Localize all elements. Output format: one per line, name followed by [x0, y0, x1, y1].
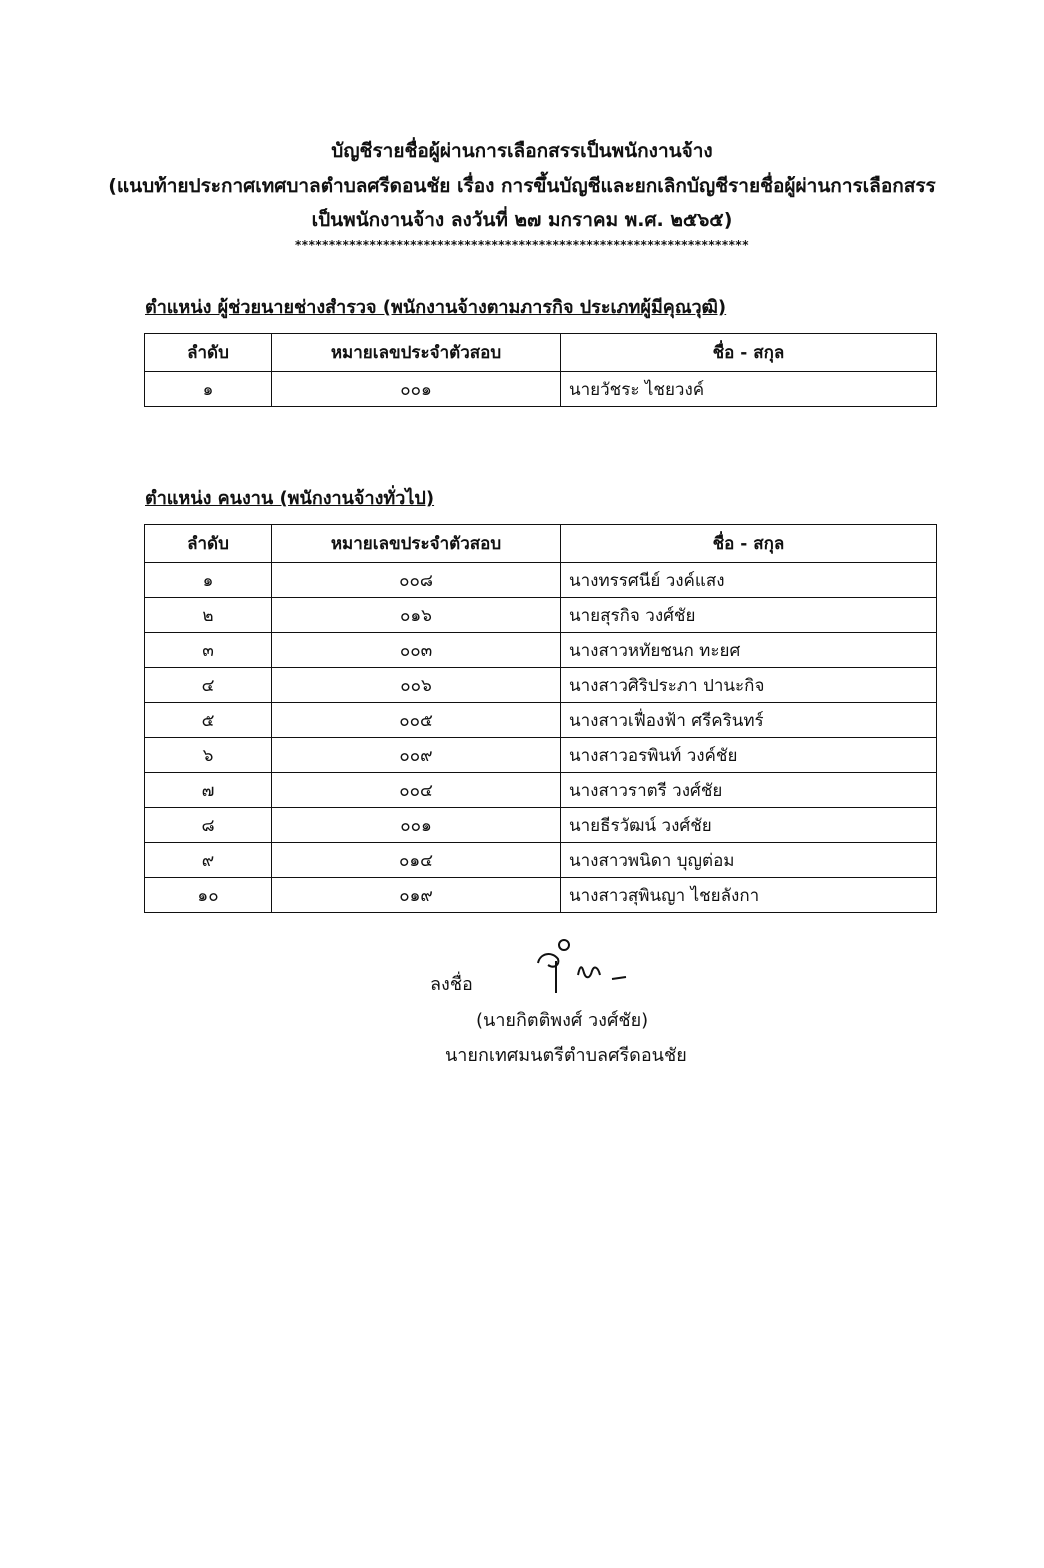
row-order: ๘: [145, 808, 272, 843]
table-row: [145, 372, 937, 407]
table-row: [145, 598, 937, 633]
row-name: นางสาวพนิดา บุญต่อม: [561, 843, 937, 878]
signer-position: นายกเทศมนตรีตำบลศรีดอนชัย: [445, 1045, 687, 1066]
section2-title: ตำแหน่ง คนงาน (พนักงานจ้างทั่วไป): [145, 488, 435, 509]
signature-label: ลงชื่อ: [430, 974, 473, 995]
table-header-row: [145, 334, 937, 372]
row-exam-id: ๐๐๘: [272, 563, 561, 598]
table-row: [145, 843, 937, 878]
table-row: [145, 738, 937, 773]
row-exam-id: ๐๑๔: [272, 843, 561, 878]
column-header-name: ชื่อ - สกุล: [561, 525, 937, 563]
column-header-exam-id: หมายเลขประจำตัวสอบ: [272, 525, 561, 563]
column-header-exam-id: หมายเลขประจำตัวสอบ: [272, 334, 561, 372]
signer-name: (นายกิตติพงศ์ วงศ์ชัย): [476, 1010, 649, 1031]
column-header-order: ลำดับ: [145, 525, 272, 563]
table-row: [145, 808, 937, 843]
row-order: ๔: [145, 668, 272, 703]
document-title: บัญชีรายชื่อผู้ผ่านการเลือกสรรเป็นพนักงานจ้าง: [331, 140, 713, 162]
table-row: [145, 773, 937, 808]
row-exam-id: ๐๑๖: [272, 598, 561, 633]
table-row: [145, 633, 937, 668]
handwritten-signature: [520, 935, 660, 1005]
table-row: [145, 668, 937, 703]
row-exam-id: ๐๐๓: [272, 633, 561, 668]
row-order: ๓: [145, 633, 272, 668]
section2-table: [144, 524, 937, 913]
row-order: ๑: [145, 563, 272, 598]
row-exam-id: ๐๐๔: [272, 773, 561, 808]
row-exam-id: ๐๐๑: [272, 808, 561, 843]
document-subtitle-line1: (แนบท้ายประกาศเทศบาลตำบลศรีดอนชัย เรื่อง การขึ้นบัญชีและยกเลิกบัญชีรายชื่อผู้ผ่านการเลือกสรร: [108, 175, 936, 197]
row-order: ๑: [145, 372, 272, 407]
row-name: นางสาวเฟื่องฟ้า ศรีครินทร์: [561, 703, 937, 738]
row-order: ๕: [145, 703, 272, 738]
section1-table: [144, 333, 937, 407]
row-exam-id: ๐๐๖: [272, 668, 561, 703]
row-order: ๑๐: [145, 878, 272, 913]
row-order: ๒: [145, 598, 272, 633]
row-name: นายวัชระ ไชยวงค์: [561, 372, 937, 407]
row-exam-id: ๐๐๕: [272, 703, 561, 738]
row-order: ๗: [145, 773, 272, 808]
row-name: นายสุรกิจ วงศ์ชัย: [561, 598, 937, 633]
separator-stars: *******************************************************************: [295, 238, 749, 252]
table-row: [145, 703, 937, 738]
row-name: นางสาวหทัยชนก ทะยศ: [561, 633, 937, 668]
row-exam-id: ๐๐๙: [272, 738, 561, 773]
column-header-name: ชื่อ - สกุล: [561, 334, 937, 372]
table-header-row: [145, 525, 937, 563]
document-subtitle-line2: เป็นพนักงานจ้าง ลงวันที่ ๒๗ มกราคม พ.ศ. ๒๕๖๕): [311, 209, 733, 231]
row-name: นายธีรวัฒน์ วงศ์ชัย: [561, 808, 937, 843]
column-header-order: ลำดับ: [145, 334, 272, 372]
table-row: [145, 563, 937, 598]
section1-title: ตำแหน่ง ผู้ช่วยนายช่างสำรวจ (พนักงานจ้างตามภารกิจ ประเภทผู้มีคุณวุฒิ): [145, 297, 727, 318]
row-name: นางสาวสุพินญา ไชยลังกา: [561, 878, 937, 913]
row-order: ๖: [145, 738, 272, 773]
row-name: นางสาวศิริประภา ปานะกิจ: [561, 668, 937, 703]
row-name: นางสาวราตรี วงศ์ชัย: [561, 773, 937, 808]
row-name: นางสาวอรพินท์ วงค์ชัย: [561, 738, 937, 773]
row-exam-id: ๐๐๑: [272, 372, 561, 407]
row-name: นางทรรศนีย์ วงค์แสง: [561, 563, 937, 598]
row-exam-id: ๐๑๙: [272, 878, 561, 913]
table-row: [145, 878, 937, 913]
row-order: ๙: [145, 843, 272, 878]
